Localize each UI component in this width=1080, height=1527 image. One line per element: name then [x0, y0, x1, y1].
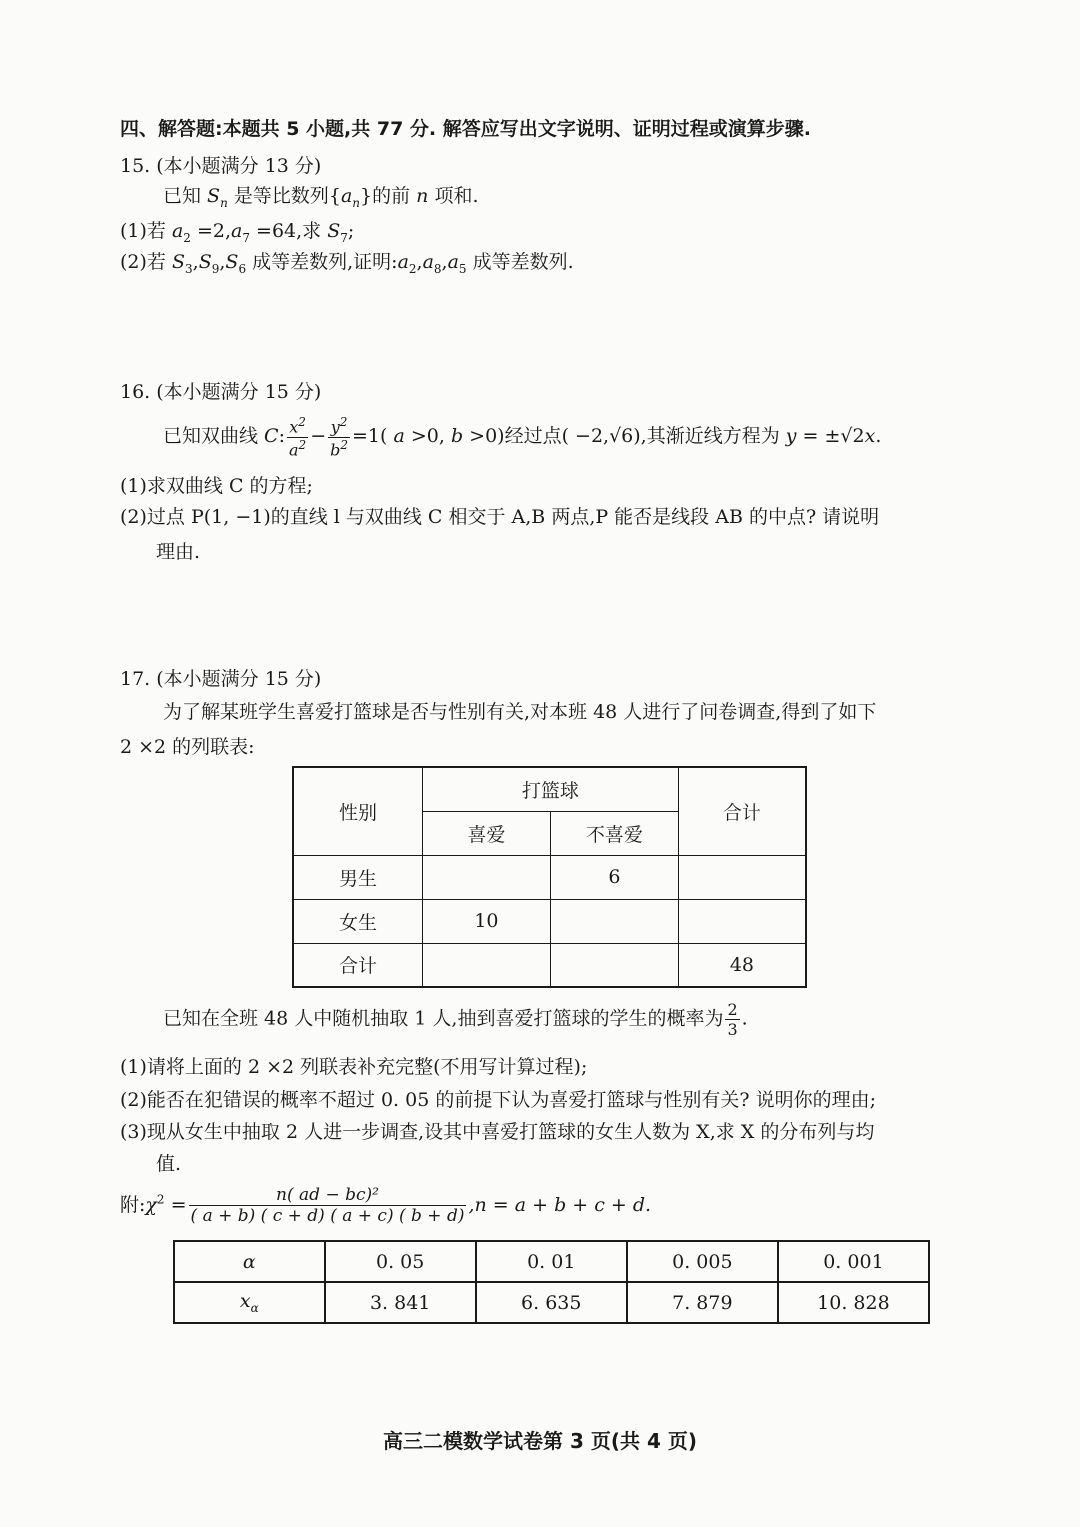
page-footer: 高三二模数学试卷第 3 页(共 4 页)	[383, 1429, 697, 1453]
header-basketball: 打篮球	[422, 767, 678, 811]
cell-like: 10	[422, 899, 550, 943]
q17-part2: (2)能否在犯错误的概率不超过 0. 05 的前提下认为喜爱打篮球与性别有关? 说明你的理由;	[120, 1089, 876, 1111]
q15-part1: (1)若 $a_2 =2,a_7 =64$,求 $S_7$;	[120, 220, 355, 245]
chi-square-formula: 附$:\chi^2$ = $\frac{\text{n( ad − bc)²}}{( a + b) ( c + d) ( a + c) ( b + d)}$ ,n = a + b + c + d.	[120, 1185, 652, 1227]
row-label: 合计	[293, 943, 422, 987]
q16-title: 16. (本小题满分 15 分)	[120, 381, 322, 403]
cell-dislike	[550, 899, 678, 943]
header-total: 合计	[678, 767, 806, 855]
header-dislike: 不喜爱	[550, 811, 678, 855]
q15-part2: (2)若 $S_3,S_9,S_6$ 成等差数列,证明$:a_2,a_8,a_5$ 成等差数列.	[120, 251, 574, 276]
header-like: 喜爱	[422, 811, 550, 855]
section-header: 四、解答题:本题共 5 小题,共 77 分. 解答应写出文字说明、证明过程或演算步骤.	[120, 118, 811, 140]
contingency-table	[292, 766, 807, 988]
q17-intro-line2: 2 ×2 的列联表:	[120, 736, 255, 758]
alpha-value: 0. 001	[778, 1241, 929, 1282]
alpha-value: 0. 01	[476, 1241, 627, 1282]
q17-part3-line1: (3)现从女生中抽取 2 人进一步调查,设其中喜爱打篮球的女生人数为 X,求 X 的分布列与均	[120, 1121, 875, 1143]
q16-part1: (1)求双曲线 C 的方程;	[120, 475, 313, 497]
q17-part1: (1)请将上面的 2 ×2 列联表补充完整(不用写计算过程);	[120, 1056, 588, 1078]
cell-total	[678, 899, 806, 943]
critical-value-table	[173, 1240, 930, 1324]
critical-label: $x_\alpha$	[174, 1282, 325, 1323]
q15-stem: 已知 $S_n$ 是等比数列$\{a_n\}$的前 n 项和.	[163, 185, 479, 210]
table-row	[293, 899, 806, 943]
critical-value: 6. 635	[476, 1282, 627, 1323]
alpha-value: 0. 005	[627, 1241, 778, 1282]
critical-value: 7. 879	[627, 1282, 778, 1323]
cell-dislike	[550, 943, 678, 987]
q17-known: 已知在全班 48 人中随机抽取 1 人,抽到喜爱打篮球的学生的概率为 $\frac{2}{3}$ .	[163, 1000, 748, 1040]
cell-total	[678, 855, 806, 899]
q17-part3-line2: 值.	[156, 1153, 182, 1175]
critical-value: 10. 828	[778, 1282, 929, 1323]
row-label: 男生	[293, 855, 422, 899]
q16-part2-line2: 理由.	[156, 541, 201, 563]
cell-like	[422, 943, 550, 987]
table-row	[293, 943, 806, 987]
critical-value: 3. 841	[325, 1282, 476, 1323]
cell-dislike: 6	[550, 855, 678, 899]
cell-total: 48	[678, 943, 806, 987]
q16-part2-line1: (2)过点 P(1, −1)的直线 l 与双曲线 C 相交于 A,B 两点,P 能否是线段 AB 的中点? 请说明	[120, 506, 880, 528]
alpha-value: 0. 05	[325, 1241, 476, 1282]
q16-stem: 已知双曲线 C: $\frac{x^2}{a^2}$ − $\frac{y^2}{b^2}$ =1( a >0, b >0)经过点( −2,√6),其渐近线方程为 y = ±√2x.	[163, 415, 882, 459]
q15-title: 15. (本小题满分 13 分)	[120, 155, 322, 177]
header-gender: 性别	[293, 767, 422, 855]
q17-intro-line1: 为了解某班学生喜爱打篮球是否与性别有关,对本班 48 人进行了问卷调查,得到了如下	[163, 701, 877, 723]
q17-title: 17. (本小题满分 15 分)	[120, 668, 322, 690]
cell-like	[422, 855, 550, 899]
table-row	[293, 855, 806, 899]
alpha-label: α	[174, 1241, 325, 1282]
row-label: 女生	[293, 899, 422, 943]
